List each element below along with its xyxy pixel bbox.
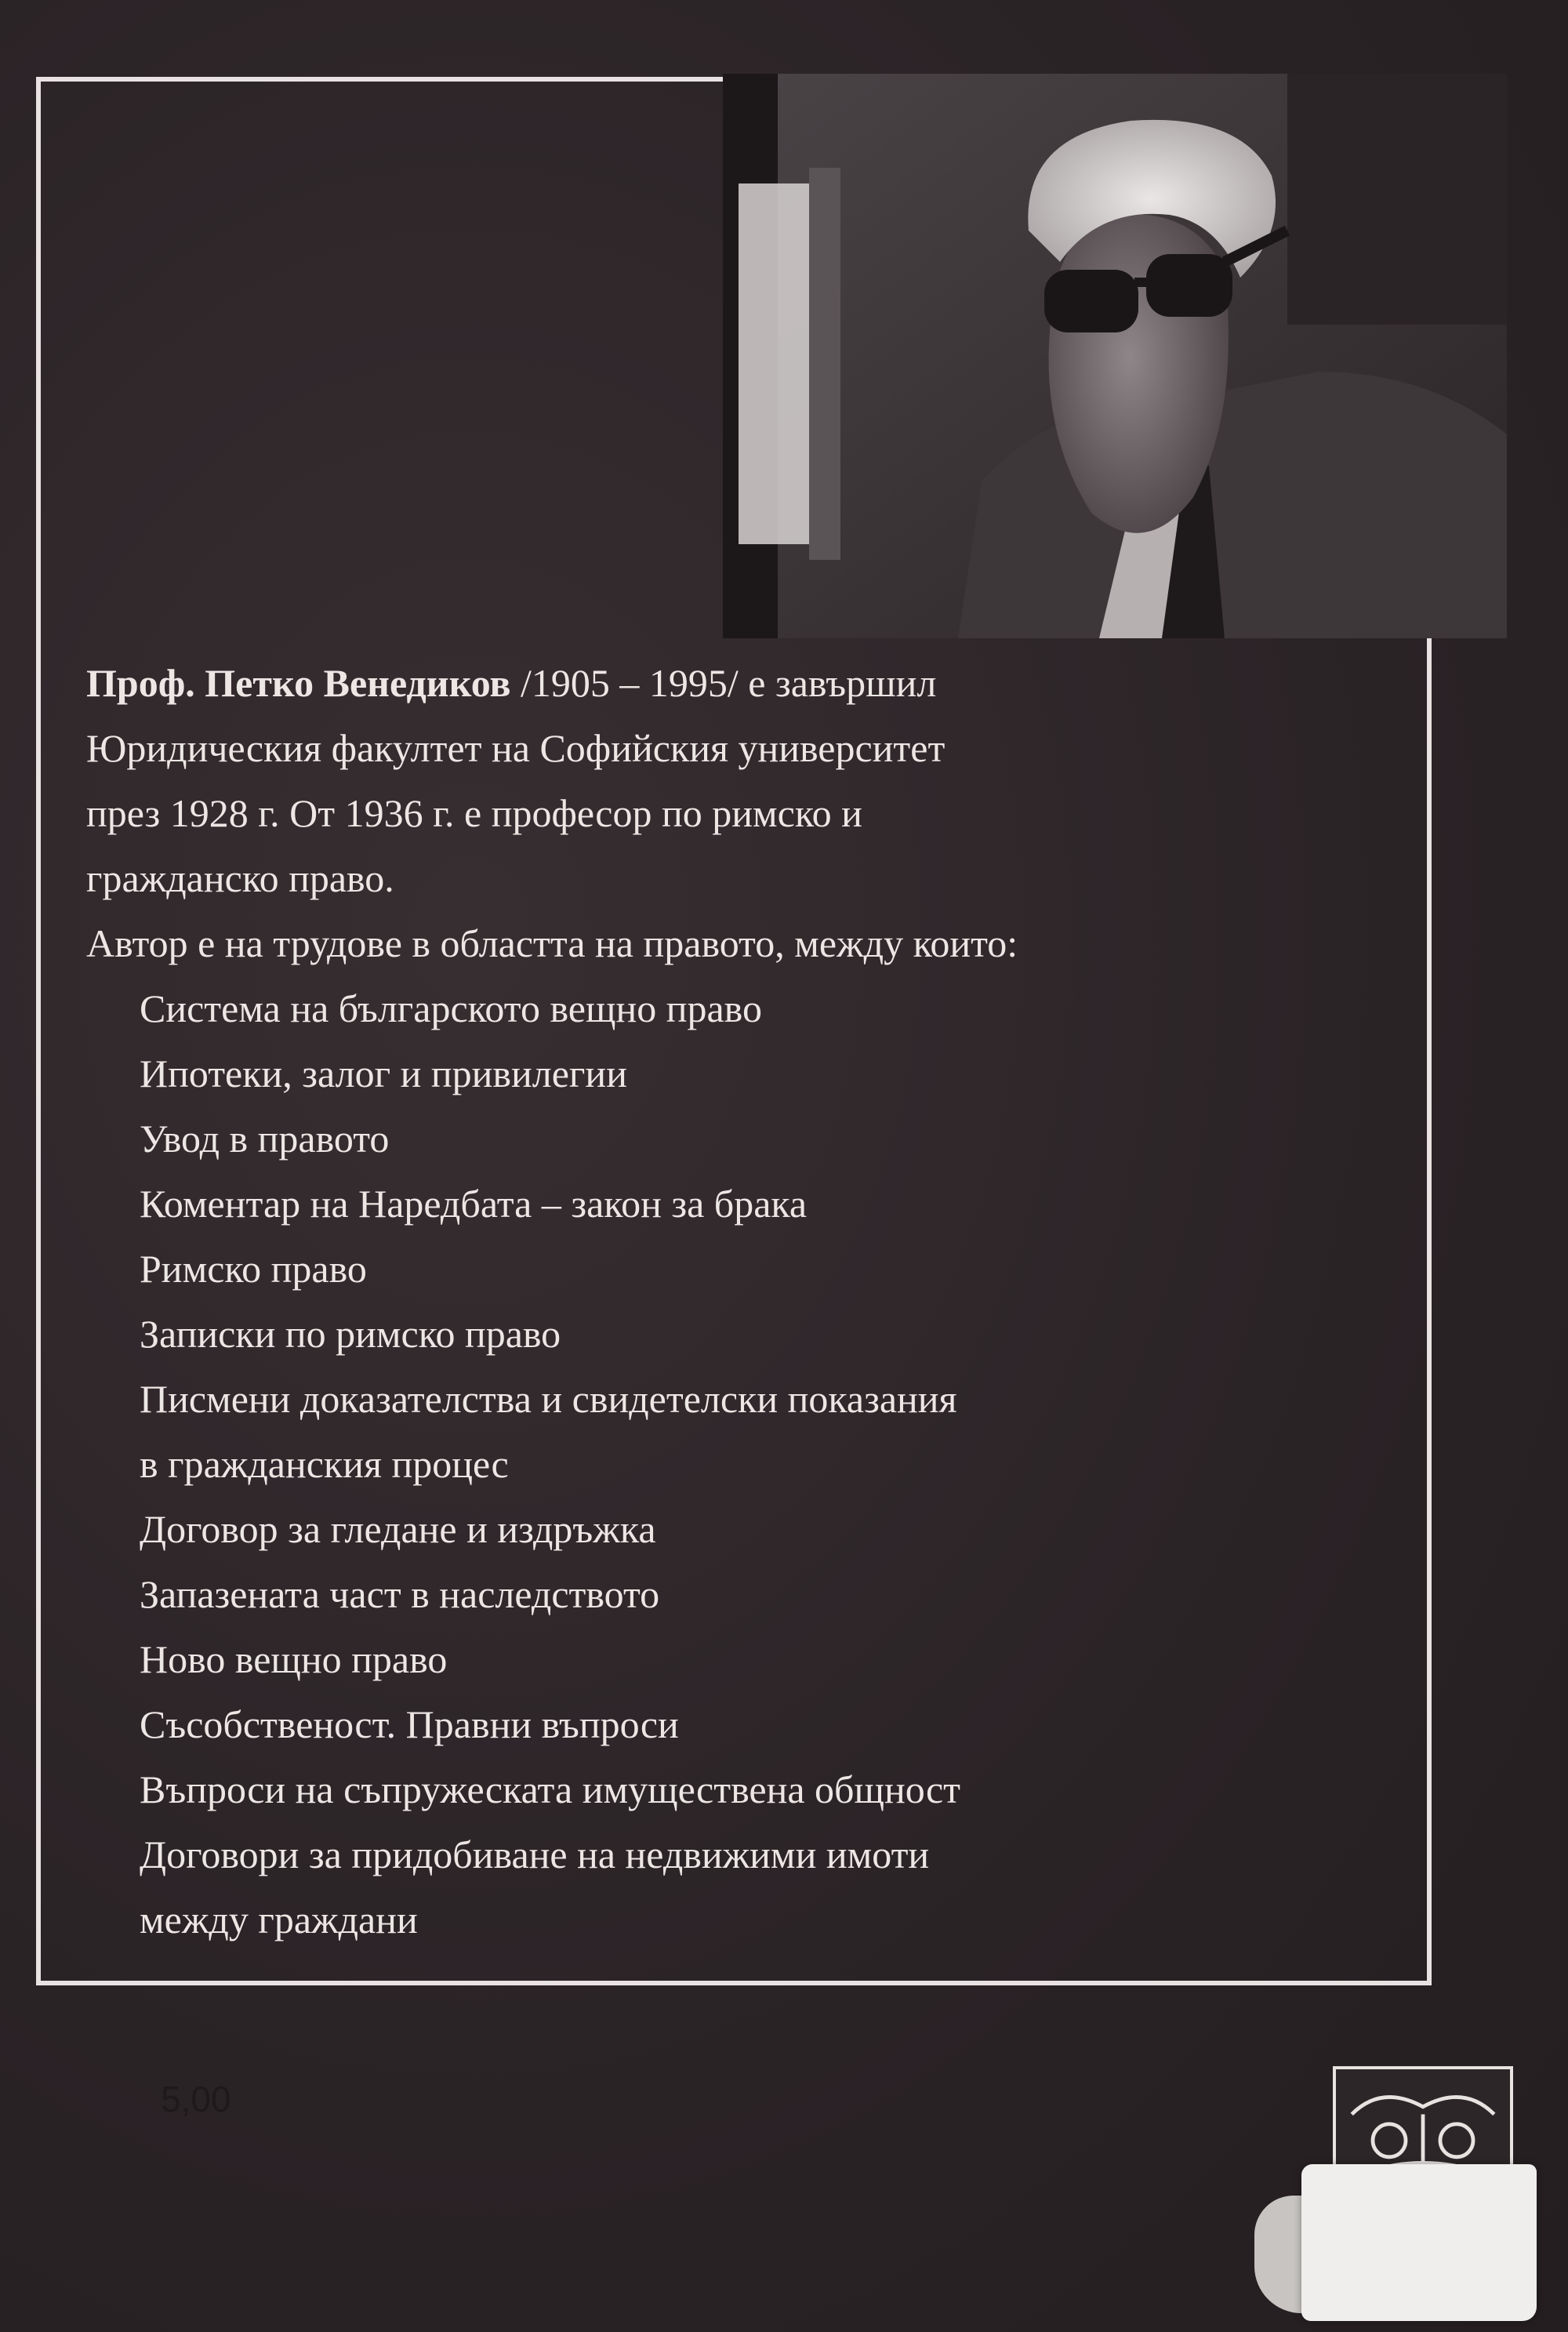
- work-title: Ипотеки, залог и привилегии: [140, 1052, 627, 1095]
- author-bio-line-1: [86, 651, 1419, 716]
- author-years: /1905 – 1995/ е завършил: [510, 661, 937, 705]
- work-title: Договор за гледане и издръжка: [140, 1507, 656, 1551]
- text-block: [86, 651, 1419, 1952]
- list-item: [86, 1757, 1419, 1822]
- works-list: [86, 976, 1419, 1952]
- list-item: [86, 1302, 1419, 1367]
- list-item: [86, 1106, 1419, 1171]
- work-title: Ново вещно право: [140, 1637, 448, 1681]
- work-title-continuation: в гражданския процес: [140, 1442, 509, 1486]
- work-title: Въпроси на съпружеската имуществена общност: [140, 1767, 961, 1811]
- work-title: Увод в правото: [140, 1117, 390, 1161]
- author-bio-line-3: през 1928 г. От 1936 г. е професор по римско и: [86, 791, 862, 835]
- work-title: Коментар на Наредбата – закон за брака: [140, 1182, 808, 1226]
- work-title: Запазената част в наследството: [140, 1572, 660, 1616]
- author-bio-line-2: Юридическия факултет на Софийския университет: [86, 726, 946, 770]
- author-bio-line-4: гражданско право.: [86, 856, 394, 900]
- work-title: Съсобственост. Правни въпроси: [140, 1702, 679, 1746]
- list-item: [86, 1822, 1419, 1952]
- list-item: [86, 1171, 1419, 1237]
- list-item: [86, 1497, 1419, 1562]
- list-item: [86, 1692, 1419, 1757]
- list-item: [86, 1237, 1419, 1302]
- list-item: [86, 976, 1419, 1041]
- list-item: [86, 1562, 1419, 1627]
- works-intro: Автор е на трудове в областта на правото, между които:: [86, 921, 1018, 965]
- work-title: Договори за придобиване на недвижими имоти: [140, 1833, 930, 1876]
- list-item: [86, 1367, 1419, 1497]
- author-name: Проф. Петко Венедиков: [86, 661, 511, 705]
- author-photo: [723, 74, 1507, 638]
- price-label: 5,00: [161, 2079, 231, 2120]
- work-title: Записки по римско право: [140, 1312, 561, 1356]
- library-sticker: [1301, 2164, 1537, 2321]
- work-title-continuation: между граждани: [140, 1898, 418, 1942]
- work-title: Система на българското вещно право: [140, 986, 762, 1030]
- list-item: [86, 1627, 1419, 1692]
- work-title: Римско право: [140, 1247, 367, 1291]
- list-item: [86, 1041, 1419, 1106]
- work-title: Писмени доказателства и свидетелски показания: [140, 1377, 957, 1421]
